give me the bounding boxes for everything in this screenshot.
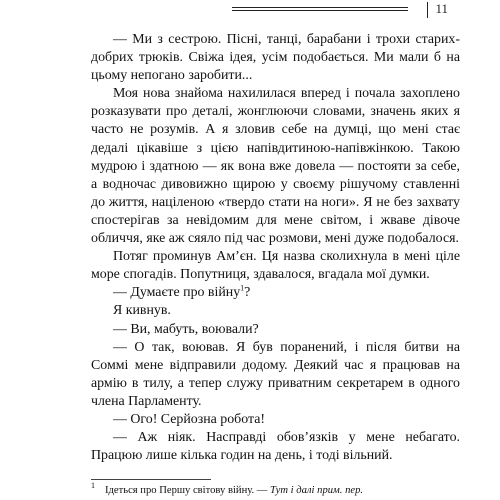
footnote (91, 481, 460, 497)
footnote-number: 1 (91, 481, 95, 491)
running-header (232, 1, 448, 20)
paragraph: Потяг проминув Ам’єн. Ця назва сколихнула в мені ціле море спогадів. Попутниця, здавалося, вгадала мої думки. (91, 249, 460, 283)
header-rule (232, 10, 408, 11)
paragraph: Я кивнув. (113, 303, 171, 319)
footnote-translator-note: Тут і далі прим. пер. (270, 485, 364, 496)
header-rule (232, 7, 408, 8)
footnote-rule (91, 479, 211, 480)
paragraph: — Думаєте про війну$^1$? (113, 283, 251, 301)
paragraph: — Аж ніяк. Насправді обов’язків у мене небагато. Працюю лише кілька годин на день, і тоді вільний. (91, 430, 460, 464)
footnote-text: Ідеться про Першу світову війну. — (105, 485, 271, 496)
page-number: 11 (435, 1, 448, 16)
body-text (91, 31, 460, 465)
paragraph: — Ми з сестрою. Пісні, танці, барабани і трохи старих-добрих трюків. Свіжа ідея, усім подобається. Ми мали б на цьому непогано заробити... (91, 32, 460, 84)
paragraph: Моя нова знайома нахилилася вперед і почала захоплено розказувати про деталі, жонглюючи словами, значень яких я часто не розумів. А я зловив себе на думці, що мені стає дедалі цікавіше з цією напівдитиною-напівжінкою. Такою мудрою і здатною — як вона вже довела — постояти за себе, а водночас дивовижно щирою у своєму рішучому ставленні до життя, націленою «твердо стати на ноги». Я не без захвату спостерігав за невідомим для мене світом, і жваве дівоче обличчя, яке аж сяяло під час розмови, мені дуже подобалося. (91, 86, 460, 247)
paragraph: — Ви, мабуть, воювали? (113, 321, 259, 337)
header-divider (427, 2, 428, 18)
paragraph: — О так, воював. Я був поранений, і після битви на Соммі мене відправили додому. Деякий час я працював на армію в тилу, а тепер служу приватним секретарем в одного члена Парламенту. (91, 339, 460, 409)
paragraph: — Ого! Серйозна робота! (113, 411, 266, 427)
footnote-reference[interactable]: 1 (240, 283, 245, 293)
